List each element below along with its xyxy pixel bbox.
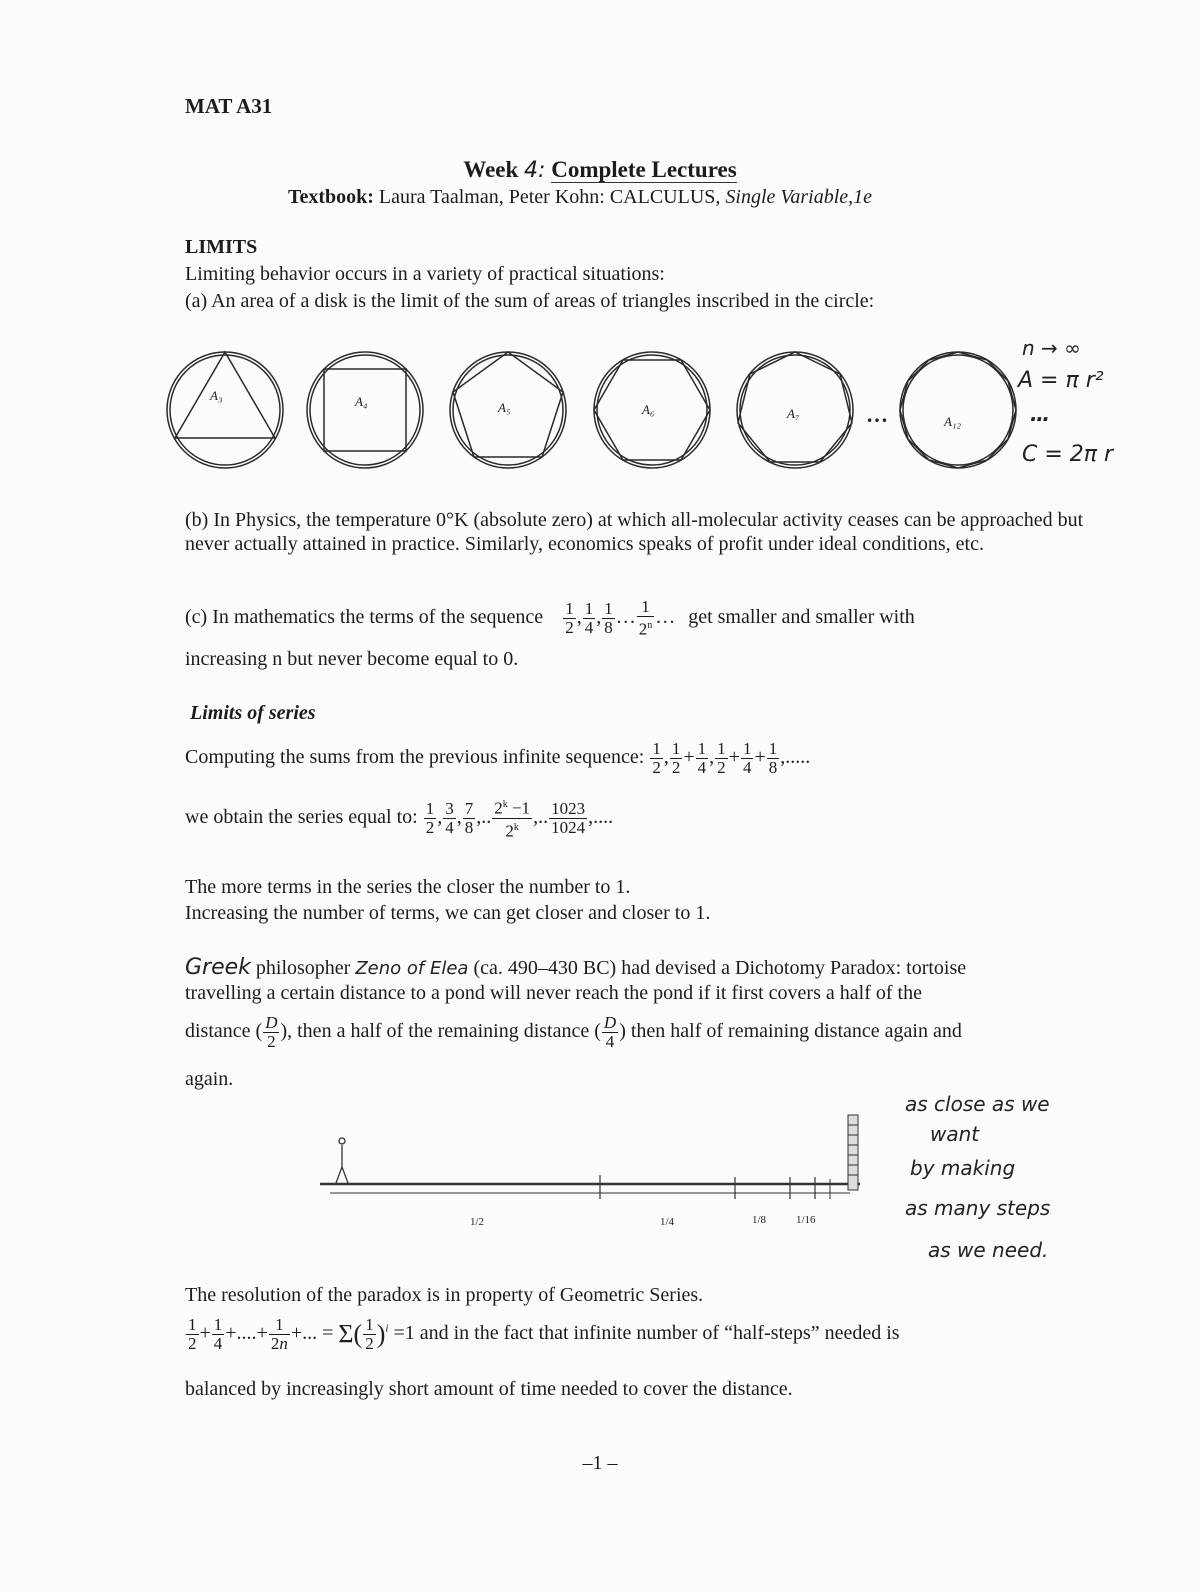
resolution-mid: =1 and in the fact that infinite number of “half-steps” needed is [393, 1322, 900, 1345]
tick-label-quarter: 1/4 [660, 1216, 675, 1228]
handnote-line-1: as close as we [905, 1092, 1050, 1116]
series-closer-2: Increasing the number of terms, we can get closer and closer to 1. [185, 902, 711, 924]
distance-a: distance ( [185, 1020, 263, 1043]
series-computing [185, 740, 810, 777]
series-heading: Limits of series [190, 702, 316, 724]
sequence-terms: $\frac{1}{2}$ , $\frac{1}{4}$ , $\frac{1}{8}$ … $\frac{1}{2^n}$ … [565, 597, 676, 639]
note-n-to-infinity: n → ∞ [1022, 336, 1081, 360]
zeno-line-3: distance ( $\frac{D}{2}$ ), then a half of the remaining distance ( $\frac{D}{4}$ ) then half of remaining distance again and [185, 1013, 962, 1051]
polygon-label-a5: A₅ [498, 400, 511, 415]
handnote-line-2: want [930, 1122, 980, 1146]
course-code: MAT A31 [185, 94, 273, 118]
series-obtain [185, 796, 613, 840]
polygon-label-a6: A₆ [642, 402, 655, 417]
series-values: $\frac{1}{2}$ , $\frac{3}{4}$ , $\frac{7}{8}$ ,.. $\frac{2^k -1}{2^k}$ ,.. $\frac{1023}{1024}$ ,.... [423, 806, 613, 828]
geometric-series-formula: $\frac{1}{2}$ + $\frac{1}{4}$ +....+ $\frac{1}{2n}$ +... = Σ( $\frac{1}{2}$ )$^i$ [188, 1315, 389, 1353]
limits-item-c [185, 598, 915, 639]
series-closer-1: The more terms in the series the closer the number to 1. [185, 876, 631, 898]
textbook-label: Textbook: [287, 186, 374, 208]
tick-label-eighth: 1/8 [752, 1214, 767, 1226]
tick-label-half: 1/2 [470, 1216, 485, 1228]
note-dots: … [1030, 402, 1050, 426]
page-title [0, 157, 1200, 183]
title-week-number: 4: [524, 158, 546, 183]
circle-square [307, 352, 423, 468]
handnote-line-5: as we need. [928, 1238, 1049, 1262]
handnote-line-3: by making [910, 1156, 1016, 1180]
title-prefix: Week [463, 157, 519, 182]
circle-triangle [167, 352, 283, 468]
page-number: –1 – [582, 1452, 618, 1474]
handnote-line-4: as many steps [905, 1196, 1051, 1220]
zeno-again: again. [185, 1068, 234, 1090]
inscribed-polygons-diagram [0, 330, 1200, 490]
circle-dodecagon [900, 352, 1016, 468]
limits-heading: LIMITS [185, 236, 258, 258]
geometric-series-line [185, 1316, 900, 1353]
note-area-formula: A = π r² [1018, 368, 1104, 393]
textbook-line [0, 186, 1160, 209]
tortoise-figure [336, 1138, 348, 1183]
polygon-label-a7: A₇ [787, 406, 800, 421]
polygon-label-a4: A₄ [355, 394, 368, 409]
zeno-line-1 [185, 955, 966, 980]
greek-handwritten: Greek [185, 955, 251, 980]
tick-label-sixteenth: 1/16 [796, 1214, 816, 1226]
item-c-start: (c) In mathematics the terms of the sequence [185, 605, 544, 628]
title-suffix: Complete Lectures [551, 157, 737, 182]
obtain-text: we obtain the series equal to: [185, 805, 418, 828]
textbook-edition: Single Variable,1e [725, 186, 873, 208]
partial-sum-terms: $\frac{1}{2}$ , $\frac{1}{2}$ + $\frac{1}{4}$ , $\frac{1}{2}$ + $\frac{1}{4}$ + $\frac{1}{8}$ ,..... [652, 739, 811, 777]
limits-item-b: (b) In Physics, the temperature 0°K (absolute zero) at which all-molecular activity ceases can be approached but never actually attained in practice. Similarly, economics speaks of profit under ideal conditions, etc. [185, 509, 1084, 555]
polygons-ellipsis: … [866, 402, 888, 427]
zeno-line-2: travelling a certain distance to a pond will never reach the pond if it first covers a half of the [185, 982, 922, 1004]
textbook-authors: Laura Taalman, Peter Kohn: CALCULUS, [378, 186, 721, 208]
dichotomy-diagram [0, 1105, 1200, 1245]
zeno-rest-text: (ca. 490–430 BC) had devised a Dichotomy Paradox: tortoise [473, 957, 967, 979]
pond-figure [848, 1115, 858, 1190]
computing-text: Computing the sums from the previous infinite sequence: [185, 746, 645, 769]
item-c-end: get smaller and smaller with [688, 605, 915, 628]
polygon-label-a12: A₁₂ [944, 414, 961, 429]
polygon-label-a3: A₃ [210, 388, 223, 403]
resolution-text: The resolution of the paradox is in property of Geometric Series. [185, 1284, 704, 1306]
distance-c: ) then half of remaining distance again and [619, 1020, 962, 1043]
limits-item-a: (a) An area of a disk is the limit of the sum of areas of triangles inscribed in the circle: [185, 290, 875, 312]
balanced-text: balanced by increasingly short amount of time needed to cover the distance. [185, 1378, 793, 1400]
philosopher-text: philosopher [255, 957, 351, 979]
limits-intro: Limiting behavior occurs in a variety of practical situations: [185, 263, 665, 285]
note-circumference: C = 2π r [1022, 442, 1114, 467]
distance-b: ), then a half of the remaining distance ( [280, 1020, 601, 1043]
limits-item-c-line2: increasing n but never become equal to 0. [185, 648, 519, 670]
zeno-handwritten: Zeno of Elea [355, 958, 469, 979]
